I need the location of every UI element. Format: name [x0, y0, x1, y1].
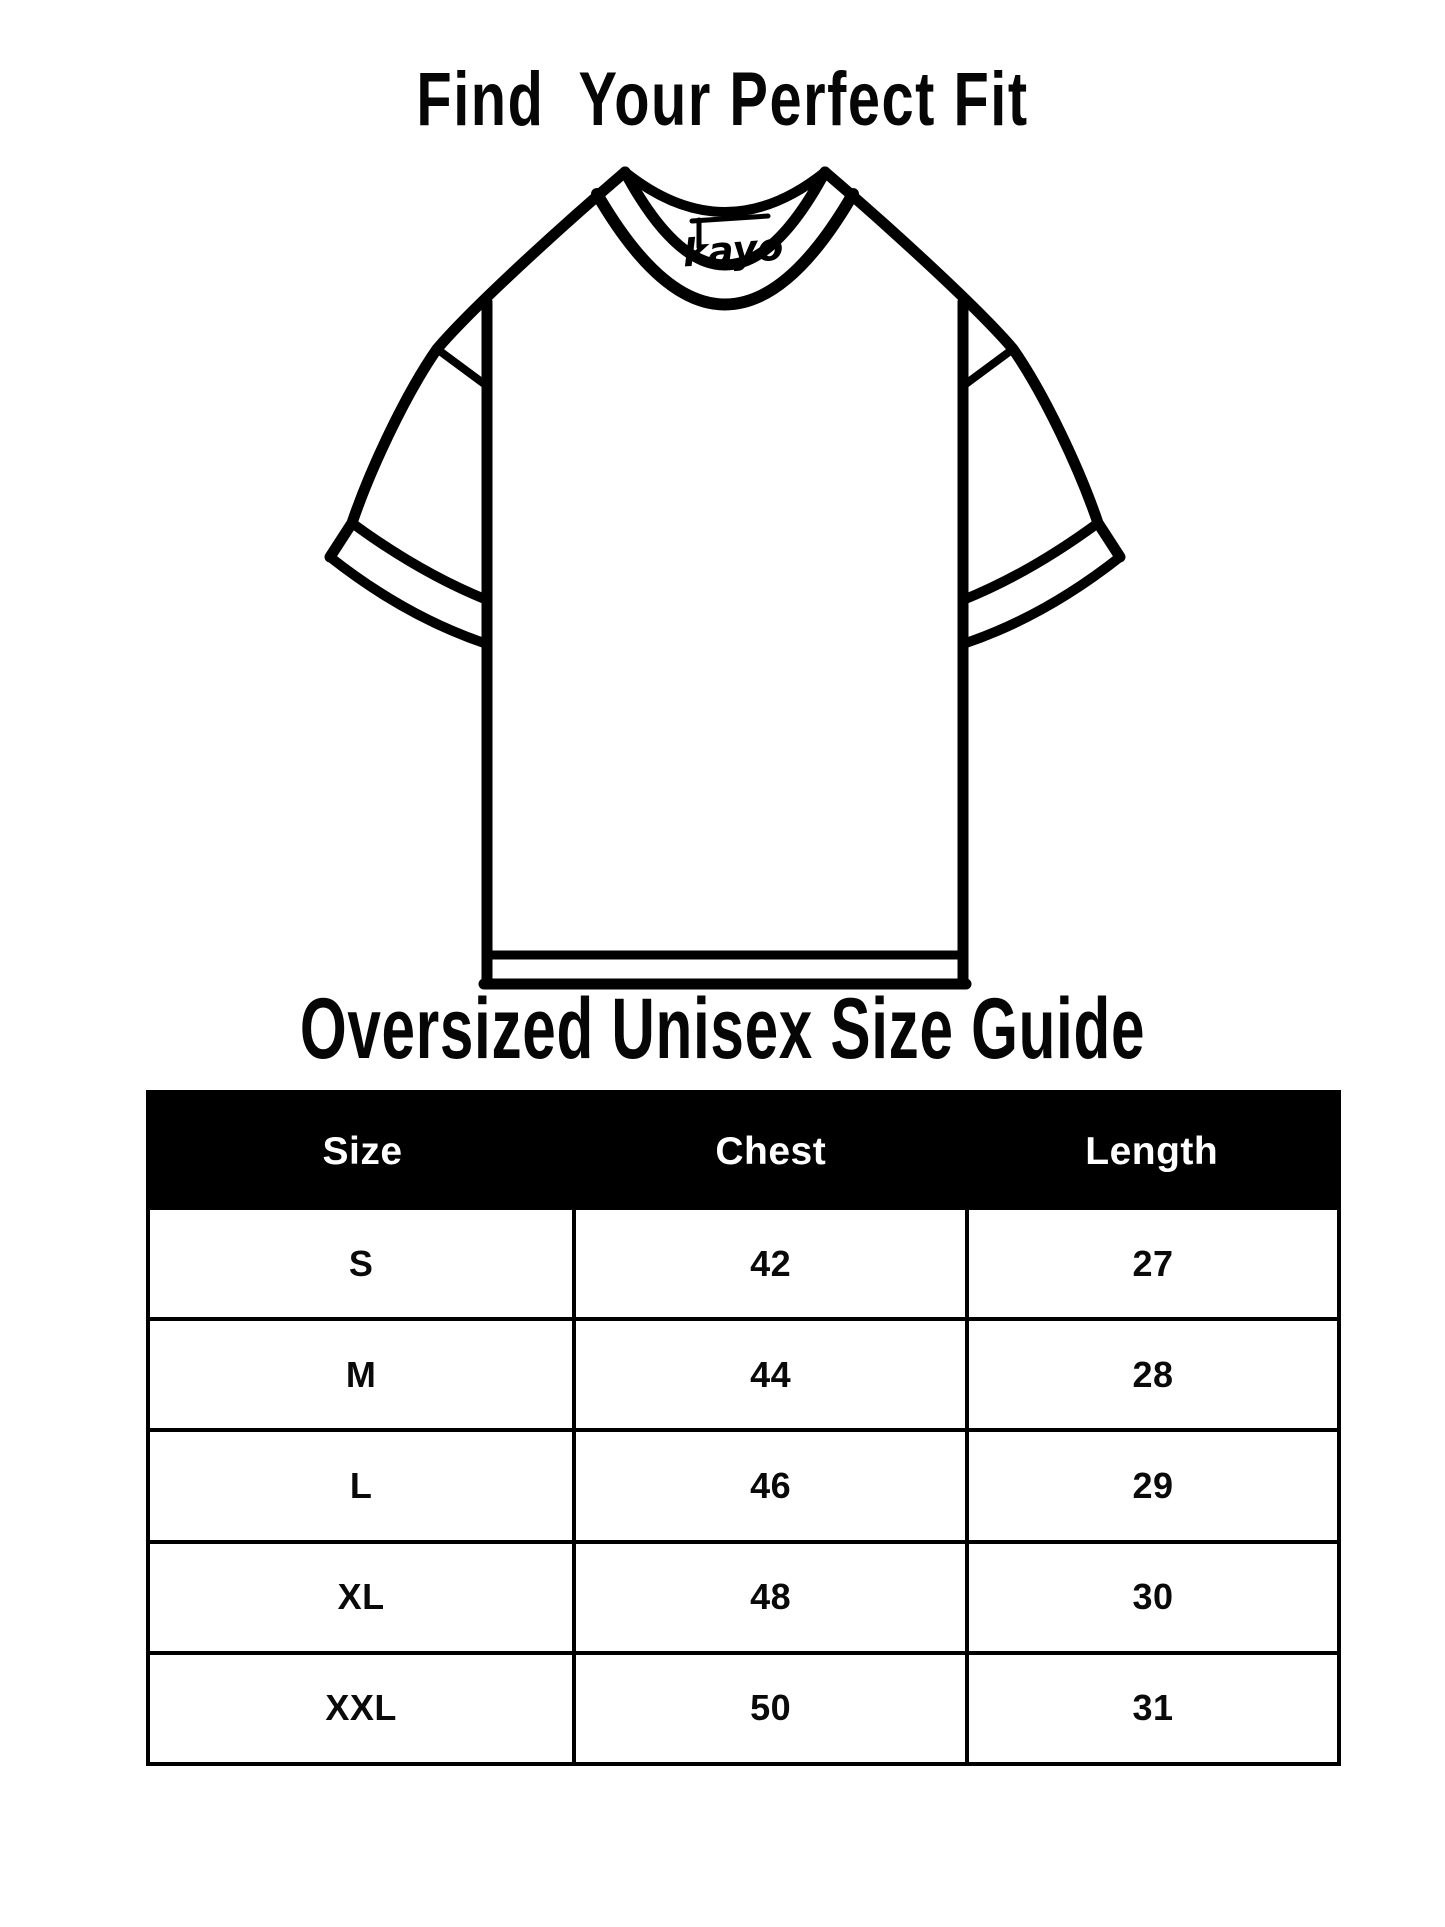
- table-cell-length: 29: [969, 1432, 1337, 1539]
- table-cell-chest: 46: [576, 1432, 965, 1539]
- table-cell-size: XXL: [150, 1655, 572, 1762]
- column-header-chest: Chest: [715, 1130, 827, 1173]
- table-cell-chest: 44: [576, 1321, 965, 1428]
- tshirt-right-cuff-lower-line: [963, 557, 1120, 644]
- tshirt-right-armhole-seam: [963, 349, 1013, 386]
- table-cell-length: 27: [969, 1210, 1337, 1317]
- tshirt-left-sleeve-outline: [330, 172, 625, 557]
- table-cell-chest: 42: [576, 1210, 965, 1317]
- table-cell-size: M: [150, 1321, 572, 1428]
- table-cell-chest: 48: [576, 1544, 965, 1651]
- tshirt-left-cuff-lower-line: [330, 557, 487, 644]
- table-cell-length: 30: [969, 1544, 1337, 1651]
- neck-label-top-edge: [692, 216, 768, 221]
- table-cell-length: 28: [969, 1321, 1337, 1428]
- table-body: [150, 1210, 1337, 1762]
- table-cell-size: XL: [150, 1544, 572, 1651]
- brand-logo-text: kayo: [681, 224, 785, 276]
- tshirt-back-neckline: [625, 172, 825, 212]
- size-chart-table: [146, 1090, 1341, 1766]
- table-cell-size: L: [150, 1432, 572, 1539]
- table-cell-chest: 50: [576, 1655, 965, 1762]
- table-cell-size: S: [150, 1210, 572, 1317]
- table-header-row: [150, 1094, 1337, 1210]
- table-cell-length: 31: [969, 1655, 1337, 1762]
- tshirt-left-armhole-seam: [437, 349, 487, 386]
- column-header-length: Length: [1085, 1130, 1219, 1173]
- tshirt-right-sleeve-outline: [825, 172, 1120, 557]
- size-guide-heading: Oversized Unisex Size Guide: [299, 981, 1146, 1077]
- column-header-size: Size: [322, 1130, 403, 1173]
- page-title: Find Your Perfect Fit: [416, 57, 1029, 142]
